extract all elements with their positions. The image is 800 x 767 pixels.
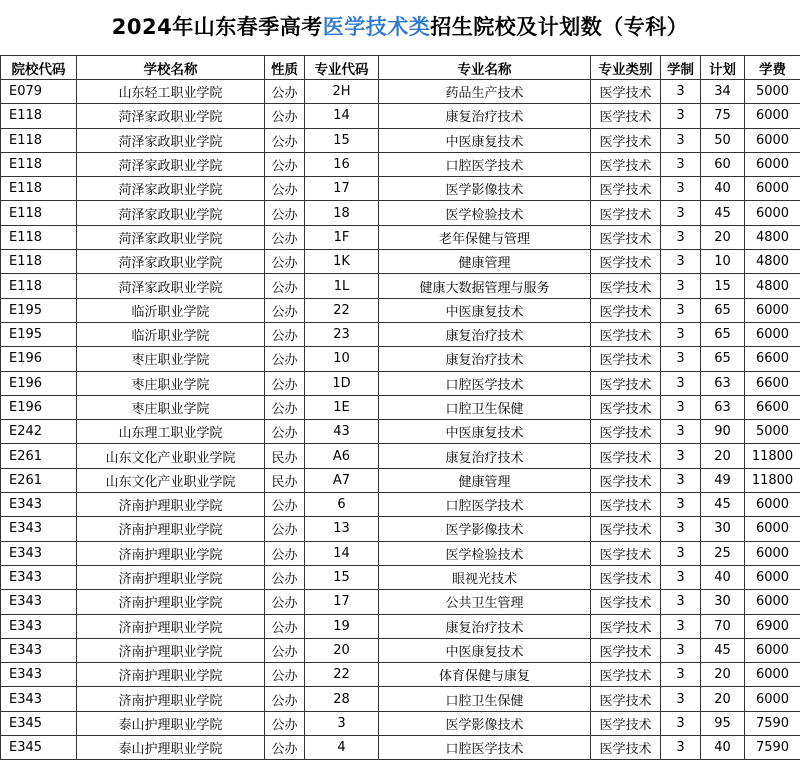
cell-school-name: 菏泽家政职业学院: [77, 177, 265, 201]
cell-tuition: 5000: [745, 420, 800, 444]
cell-school-name: 济南护理职业学院: [77, 638, 265, 662]
cell-ownership: 公办: [265, 80, 305, 104]
cell-plan: 45: [701, 638, 745, 662]
enrollment-table: [0, 55, 800, 760]
cell-tuition: 6000: [745, 663, 800, 687]
cell-major-name: 口腔医学技术: [379, 736, 591, 760]
header-major-name: 专业名称: [379, 56, 591, 80]
cell-plan: 75: [701, 104, 745, 128]
cell-ownership: 公办: [265, 395, 305, 419]
page-title: [0, 0, 800, 55]
cell-major-category: 医学技术: [591, 541, 661, 565]
cell-ownership: 公办: [265, 225, 305, 249]
cell-school-code: E118: [1, 201, 77, 225]
cell-major-code: 1K: [305, 250, 379, 274]
cell-duration: 3: [661, 152, 701, 176]
header-tuition: 学费: [745, 56, 800, 80]
cell-school-name: 泰山护理职业学院: [77, 711, 265, 735]
header-ownership: 性质: [265, 56, 305, 80]
cell-major-code: 4: [305, 736, 379, 760]
cell-tuition: 6600: [745, 395, 800, 419]
cell-major-code: 2H: [305, 80, 379, 104]
cell-major-name: 眼视光技术: [379, 565, 591, 589]
cell-major-name: 健康大数据管理与服务: [379, 274, 591, 298]
cell-major-code: 15: [305, 128, 379, 152]
header-duration: 学制: [661, 56, 701, 80]
cell-ownership: 民办: [265, 468, 305, 492]
cell-tuition: 6000: [745, 638, 800, 662]
cell-school-name: 济南护理职业学院: [77, 663, 265, 687]
cell-tuition: 4800: [745, 274, 800, 298]
cell-school-name: 济南护理职业学院: [77, 614, 265, 638]
cell-duration: 3: [661, 736, 701, 760]
cell-tuition: 7590: [745, 736, 800, 760]
cell-tuition: 6000: [745, 517, 800, 541]
cell-school-name: 临沂职业学院: [77, 322, 265, 346]
cell-major-category: 医学技术: [591, 274, 661, 298]
cell-ownership: 公办: [265, 128, 305, 152]
cell-school-code: E118: [1, 274, 77, 298]
cell-major-name: 公共卫生管理: [379, 590, 591, 614]
cell-duration: 3: [661, 395, 701, 419]
cell-school-code: E343: [1, 541, 77, 565]
cell-major-code: 1F: [305, 225, 379, 249]
table-row: [1, 250, 800, 274]
cell-major-name: 口腔医学技术: [379, 371, 591, 395]
cell-school-code: E343: [1, 638, 77, 662]
table-row: [1, 663, 800, 687]
cell-school-name: 济南护理职业学院: [77, 687, 265, 711]
cell-major-category: 医学技术: [591, 371, 661, 395]
cell-major-name: 体育保健与康复: [379, 663, 591, 687]
cell-major-code: 28: [305, 687, 379, 711]
cell-plan: 60: [701, 152, 745, 176]
cell-tuition: 6000: [745, 493, 800, 517]
table-row: [1, 711, 800, 735]
cell-tuition: 5000: [745, 80, 800, 104]
cell-major-code: 15: [305, 565, 379, 589]
cell-school-code: E195: [1, 298, 77, 322]
cell-tuition: 4800: [745, 225, 800, 249]
cell-ownership: 公办: [265, 347, 305, 371]
cell-major-name: 中医康复技术: [379, 298, 591, 322]
table-row: [1, 468, 800, 492]
cell-major-category: 医学技术: [591, 663, 661, 687]
cell-duration: 3: [661, 420, 701, 444]
table-row: [1, 177, 800, 201]
cell-major-category: 医学技术: [591, 614, 661, 638]
cell-duration: 3: [661, 201, 701, 225]
cell-major-category: 医学技术: [591, 395, 661, 419]
cell-ownership: 公办: [265, 152, 305, 176]
cell-duration: 3: [661, 274, 701, 298]
cell-school-code: E343: [1, 590, 77, 614]
cell-school-code: E118: [1, 177, 77, 201]
cell-plan: 49: [701, 468, 745, 492]
cell-school-name: 济南护理职业学院: [77, 517, 265, 541]
cell-plan: 90: [701, 420, 745, 444]
cell-school-name: 山东轻工职业学院: [77, 80, 265, 104]
cell-school-code: E118: [1, 250, 77, 274]
cell-duration: 3: [661, 371, 701, 395]
cell-school-code: E118: [1, 104, 77, 128]
cell-major-name: 康复治疗技术: [379, 104, 591, 128]
cell-major-name: 健康管理: [379, 468, 591, 492]
cell-school-name: 枣庄职业学院: [77, 395, 265, 419]
cell-ownership: 公办: [265, 638, 305, 662]
cell-school-name: 枣庄职业学院: [77, 347, 265, 371]
cell-tuition: 6000: [745, 590, 800, 614]
table-row: [1, 128, 800, 152]
cell-school-name: 菏泽家政职业学院: [77, 274, 265, 298]
table-row: [1, 590, 800, 614]
cell-ownership: 公办: [265, 250, 305, 274]
cell-plan: 65: [701, 322, 745, 346]
cell-major-category: 医学技术: [591, 201, 661, 225]
table-row: [1, 298, 800, 322]
cell-major-code: 18: [305, 201, 379, 225]
cell-major-code: 43: [305, 420, 379, 444]
cell-duration: 3: [661, 687, 701, 711]
cell-major-name: 药品生产技术: [379, 80, 591, 104]
cell-major-name: 口腔卫生保健: [379, 395, 591, 419]
cell-school-code: E345: [1, 736, 77, 760]
cell-school-name: 泰山护理职业学院: [77, 736, 265, 760]
table-row: [1, 420, 800, 444]
cell-school-code: E118: [1, 152, 77, 176]
cell-major-category: 医学技术: [591, 638, 661, 662]
cell-school-name: 菏泽家政职业学院: [77, 152, 265, 176]
cell-duration: 3: [661, 80, 701, 104]
cell-tuition: 6600: [745, 371, 800, 395]
cell-school-code: E343: [1, 565, 77, 589]
cell-ownership: 公办: [265, 541, 305, 565]
cell-duration: 3: [661, 638, 701, 662]
cell-school-name: 济南护理职业学院: [77, 565, 265, 589]
cell-major-code: 1L: [305, 274, 379, 298]
table-row: [1, 517, 800, 541]
cell-duration: 3: [661, 663, 701, 687]
cell-major-code: 1E: [305, 395, 379, 419]
table-row: [1, 347, 800, 371]
cell-major-category: 医学技术: [591, 250, 661, 274]
cell-tuition: 6000: [745, 322, 800, 346]
table-row: [1, 565, 800, 589]
cell-duration: 3: [661, 444, 701, 468]
cell-duration: 3: [661, 590, 701, 614]
cell-duration: 3: [661, 517, 701, 541]
table-header-row: [1, 56, 800, 80]
cell-ownership: 公办: [265, 517, 305, 541]
table-row: [1, 152, 800, 176]
cell-major-category: 医学技术: [591, 493, 661, 517]
cell-major-code: 16: [305, 152, 379, 176]
header-plan: 计划: [701, 56, 745, 80]
cell-plan: 20: [701, 663, 745, 687]
cell-ownership: 公办: [265, 711, 305, 735]
cell-major-code: 22: [305, 663, 379, 687]
table-row: [1, 638, 800, 662]
cell-school-name: 山东文化产业职业学院: [77, 444, 265, 468]
cell-plan: 70: [701, 614, 745, 638]
cell-major-category: 医学技术: [591, 687, 661, 711]
cell-plan: 15: [701, 274, 745, 298]
cell-plan: 20: [701, 687, 745, 711]
cell-major-code: 6: [305, 493, 379, 517]
cell-major-name: 口腔医学技术: [379, 152, 591, 176]
cell-major-category: 医学技术: [591, 565, 661, 589]
cell-tuition: 11800: [745, 444, 800, 468]
table-row: [1, 274, 800, 298]
cell-tuition: 6000: [745, 541, 800, 565]
cell-school-name: 菏泽家政职业学院: [77, 250, 265, 274]
cell-school-code: E343: [1, 663, 77, 687]
cell-school-name: 菏泽家政职业学院: [77, 225, 265, 249]
cell-tuition: 6000: [745, 128, 800, 152]
cell-ownership: 公办: [265, 493, 305, 517]
cell-plan: 25: [701, 541, 745, 565]
cell-major-name: 医学影像技术: [379, 711, 591, 735]
table-row: [1, 104, 800, 128]
cell-plan: 95: [701, 711, 745, 735]
cell-major-category: 医学技术: [591, 104, 661, 128]
cell-school-name: 临沂职业学院: [77, 298, 265, 322]
title-highlight: 医学技术类: [322, 15, 431, 39]
cell-school-code: E118: [1, 225, 77, 249]
cell-duration: 3: [661, 177, 701, 201]
cell-major-name: 康复治疗技术: [379, 444, 591, 468]
cell-ownership: 公办: [265, 663, 305, 687]
cell-plan: 65: [701, 298, 745, 322]
cell-major-name: 医学影像技术: [379, 517, 591, 541]
cell-plan: 40: [701, 736, 745, 760]
cell-plan: 30: [701, 517, 745, 541]
cell-tuition: 6000: [745, 687, 800, 711]
table-row: [1, 687, 800, 711]
cell-tuition: 7590: [745, 711, 800, 735]
cell-major-name: 医学影像技术: [379, 177, 591, 201]
cell-tuition: 4800: [745, 250, 800, 274]
cell-plan: 30: [701, 590, 745, 614]
cell-school-code: E196: [1, 371, 77, 395]
cell-ownership: 民办: [265, 444, 305, 468]
cell-major-category: 医学技术: [591, 177, 661, 201]
cell-tuition: 11800: [745, 468, 800, 492]
cell-plan: 40: [701, 565, 745, 589]
cell-duration: 3: [661, 347, 701, 371]
cell-major-name: 中医康复技术: [379, 128, 591, 152]
cell-major-code: 20: [305, 638, 379, 662]
cell-major-name: 医学检验技术: [379, 541, 591, 565]
cell-major-category: 医学技术: [591, 128, 661, 152]
cell-major-category: 医学技术: [591, 517, 661, 541]
table-row: [1, 541, 800, 565]
cell-school-name: 山东理工职业学院: [77, 420, 265, 444]
table-row: [1, 322, 800, 346]
cell-duration: 3: [661, 614, 701, 638]
cell-major-name: 中医康复技术: [379, 638, 591, 662]
cell-major-code: 14: [305, 541, 379, 565]
cell-duration: 3: [661, 541, 701, 565]
cell-plan: 45: [701, 493, 745, 517]
cell-major-name: 中医康复技术: [379, 420, 591, 444]
cell-major-category: 医学技术: [591, 225, 661, 249]
cell-major-code: 17: [305, 590, 379, 614]
cell-duration: 3: [661, 298, 701, 322]
cell-tuition: 6000: [745, 177, 800, 201]
cell-tuition: 6000: [745, 104, 800, 128]
cell-duration: 3: [661, 711, 701, 735]
cell-plan: 34: [701, 80, 745, 104]
header-school-code: 院校代码: [1, 56, 77, 80]
cell-school-name: 菏泽家政职业学院: [77, 128, 265, 152]
cell-ownership: 公办: [265, 201, 305, 225]
table-row: [1, 493, 800, 517]
cell-major-name: 健康管理: [379, 250, 591, 274]
cell-plan: 10: [701, 250, 745, 274]
cell-ownership: 公办: [265, 371, 305, 395]
cell-ownership: 公办: [265, 322, 305, 346]
cell-major-code: A6: [305, 444, 379, 468]
cell-major-category: 医学技术: [591, 468, 661, 492]
cell-school-name: 济南护理职业学院: [77, 590, 265, 614]
cell-major-category: 医学技术: [591, 420, 661, 444]
table-row: [1, 736, 800, 760]
cell-ownership: 公办: [265, 177, 305, 201]
cell-major-category: 医学技术: [591, 736, 661, 760]
cell-school-code: E196: [1, 347, 77, 371]
cell-plan: 20: [701, 444, 745, 468]
cell-school-code: E079: [1, 80, 77, 104]
cell-major-category: 医学技术: [591, 152, 661, 176]
cell-major-code: A7: [305, 468, 379, 492]
table-row: [1, 201, 800, 225]
cell-school-name: 菏泽家政职业学院: [77, 104, 265, 128]
cell-school-name: 济南护理职业学院: [77, 541, 265, 565]
table-row: [1, 614, 800, 638]
cell-major-category: 医学技术: [591, 298, 661, 322]
cell-school-code: E343: [1, 614, 77, 638]
cell-ownership: 公办: [265, 420, 305, 444]
cell-school-name: 山东文化产业职业学院: [77, 468, 265, 492]
table-row: [1, 80, 800, 104]
cell-school-code: E118: [1, 128, 77, 152]
cell-ownership: 公办: [265, 736, 305, 760]
table-row: [1, 371, 800, 395]
cell-ownership: 公办: [265, 565, 305, 589]
cell-school-name: 济南护理职业学院: [77, 493, 265, 517]
cell-ownership: 公办: [265, 104, 305, 128]
cell-major-name: 康复治疗技术: [379, 347, 591, 371]
cell-major-name: 医学检验技术: [379, 201, 591, 225]
header-school-name: 学校名称: [77, 56, 265, 80]
cell-major-category: 医学技术: [591, 590, 661, 614]
cell-duration: 3: [661, 565, 701, 589]
cell-plan: 50: [701, 128, 745, 152]
cell-tuition: 6000: [745, 201, 800, 225]
cell-duration: 3: [661, 225, 701, 249]
cell-school-code: E196: [1, 395, 77, 419]
header-major-category: 专业类别: [591, 56, 661, 80]
cell-school-code: E345: [1, 711, 77, 735]
cell-major-code: 13: [305, 517, 379, 541]
cell-major-code: 22: [305, 298, 379, 322]
cell-ownership: 公办: [265, 614, 305, 638]
cell-major-name: 口腔医学技术: [379, 493, 591, 517]
cell-plan: 45: [701, 201, 745, 225]
cell-major-category: 医学技术: [591, 711, 661, 735]
cell-tuition: 6900: [745, 614, 800, 638]
cell-major-name: 康复治疗技术: [379, 614, 591, 638]
cell-major-code: 10: [305, 347, 379, 371]
cell-school-code: E261: [1, 444, 77, 468]
cell-plan: 63: [701, 371, 745, 395]
cell-school-code: E343: [1, 493, 77, 517]
cell-school-name: 菏泽家政职业学院: [77, 201, 265, 225]
cell-school-code: E343: [1, 517, 77, 541]
cell-duration: 3: [661, 468, 701, 492]
table-row: [1, 395, 800, 419]
cell-major-name: 康复治疗技术: [379, 322, 591, 346]
cell-ownership: 公办: [265, 687, 305, 711]
cell-tuition: 6000: [745, 152, 800, 176]
table-row: [1, 444, 800, 468]
cell-ownership: 公办: [265, 298, 305, 322]
cell-school-name: 枣庄职业学院: [77, 371, 265, 395]
cell-school-code: E343: [1, 687, 77, 711]
cell-ownership: 公办: [265, 590, 305, 614]
cell-duration: 3: [661, 104, 701, 128]
cell-major-category: 医学技术: [591, 322, 661, 346]
cell-plan: 20: [701, 225, 745, 249]
cell-duration: 3: [661, 493, 701, 517]
title-prefix: 2024年山东春季高考: [111, 15, 323, 39]
cell-major-name: 老年保健与管理: [379, 225, 591, 249]
cell-major-category: 医学技术: [591, 347, 661, 371]
cell-duration: 3: [661, 322, 701, 346]
cell-major-code: 17: [305, 177, 379, 201]
cell-duration: 3: [661, 128, 701, 152]
cell-major-category: 医学技术: [591, 80, 661, 104]
cell-ownership: 公办: [265, 274, 305, 298]
cell-major-category: 医学技术: [591, 444, 661, 468]
cell-tuition: 6000: [745, 298, 800, 322]
cell-tuition: 6000: [745, 565, 800, 589]
cell-plan: 40: [701, 177, 745, 201]
cell-major-code: 23: [305, 322, 379, 346]
cell-plan: 65: [701, 347, 745, 371]
header-major-code: 专业代码: [305, 56, 379, 80]
cell-school-code: E242: [1, 420, 77, 444]
cell-plan: 63: [701, 395, 745, 419]
table-body: [1, 80, 800, 760]
cell-duration: 3: [661, 250, 701, 274]
title-suffix: 招生院校及计划数（专科）: [430, 15, 689, 39]
cell-school-code: E195: [1, 322, 77, 346]
cell-major-code: 19: [305, 614, 379, 638]
cell-major-code: 1D: [305, 371, 379, 395]
cell-major-code: 3: [305, 711, 379, 735]
cell-school-code: E261: [1, 468, 77, 492]
table-row: [1, 225, 800, 249]
cell-major-name: 口腔卫生保健: [379, 687, 591, 711]
cell-major-code: 14: [305, 104, 379, 128]
cell-tuition: 6600: [745, 347, 800, 371]
